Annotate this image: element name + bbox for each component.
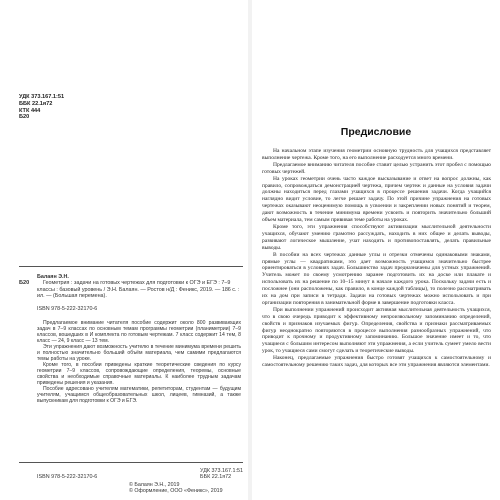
- preface-paragraph: При выполнении упражнений происходит активная мыслительная деятельность учащихся, что в свою очередь приводит к эффективному непроизвольному запоминанию определений, свойств и признаков изучаемых фигур. Определения, свойства и признаки рассматриваемых фигур неоднократно повторяются в процессе выполнения разнообразных упражнений, что приводит к прочному и продуктивному запоминанию. Большое значение имеет и то, что учащиеся с большим интересом выполняют эти упражнения, а если учитель сумеет умело вести урок, то учащиеся сами смогут сделать и теоретические выводы.: [262, 306, 491, 355]
- preface-paragraph: В пособии на всех чертежах данные углы и отрезки отмечены одинаковыми знаками, прямые углы — квадратиками, это дает возможность учащимся значительно быстрее ориентироваться в условиях задач. Большинство задач предназначены для устных упражнений. Учитель может по своему усмотрению заранее подготовить их на доске или плакате и использовать их на решение по 10–15 минут в начале каждого урока. Поскольку задачи есть и посложнее (они расположены, как правило, в конце каждой таблицы), то полезно рассматривать их на дом при записи в тетради. Задачи на готовых чертежах можно использовать и при организации повторения в занимательной форме в завершение подготовки класса.: [262, 251, 491, 306]
- copyright-block: [129, 482, 249, 495]
- copyright-author: © Балаян Э.Н., 2019: [129, 482, 180, 488]
- bbk-code: ББК 22.1я72: [19, 100, 53, 107]
- cip-main: [37, 274, 241, 404]
- preface-body: [262, 148, 491, 369]
- annotation-paragraph: Предлагаемое внимание читателя пособие содержит около 800 развивающих задач в 7–9 классах по основным темам программы геометрии (планиметрии) 7–9 классов, вошедших в И комплекта по готовым чертежам. 7 класс содержит 14 тем, 8 класс — 24, 9 класс — 13 тем.: [37, 320, 241, 345]
- bottom-udk: УДК 373.167.1:51: [200, 468, 243, 474]
- udk-code: УДК 373.167.1:51: [19, 94, 65, 100]
- left-page: [0, 0, 248, 500]
- preface-title: Предисловие: [340, 126, 412, 138]
- divider-bottom: [19, 462, 243, 463]
- preface-paragraph: Предлагаемое вниманию читателя пособие ставит целью устранить этот пробел с помощью готовых чертежей.: [262, 161, 491, 175]
- isbn-line: ISBN 978-5-222-32170-6: [37, 305, 98, 312]
- preface-paragraph: На уроках геометрии очень часто каждое высказывание и ответ на вопрос должны, как правило, сопровождаться демонстрацией чертежа, причем чертеж и данные на условия задачи должны находиться перед глазами учащихся в процессе решения задачи. Когда учащийся наглядно видит условие, то легче решает задачу. По этой причине упражнения на готовых чертежах оказывают неоценимую помощь в усвоении и закреплении новых понятий и теорем, дают возможность в течение минимума времени усвоить и повторить значительно больший объем материала, тем самым прививая теме работы на уроках.: [262, 175, 491, 224]
- annotation-paragraph: Пособие адресовано учителям математики, репетиторам, студентам — будущим учителям, учащимся общеобразовательных школ, лицеев, гимназий, а также выпускникам для подготовки к ОГЭ и ЕГЭ.: [37, 386, 241, 405]
- ktk-code: КТК 444: [19, 107, 41, 114]
- divider-top: [19, 266, 243, 267]
- preface-paragraph: На начальном этапе изучения геометрии основную трудность для учащихся представляет выполнение чертежа. Кроме того, на его выполнение расходуется много времени.: [262, 148, 491, 161]
- copyright-design: © Оформление, ООО «Феникс», 2019: [129, 488, 223, 495]
- annotation-paragraph: Кроме того, в пособии приведены краткие теоретические сведения по курсу геометрии 7–9 классов, сопровождающие определения, теоремы, основные свойства и необходимые справочные материалы. К наиболее трудным задачам приведены решения и указания.: [37, 362, 241, 387]
- author-name: Балаян Э.Н.: [37, 274, 69, 280]
- preface-paragraph: Наконец, предлагаемые упражнения быстро готовят учащихся к самостоятельному и самостоятельному решению таких задач, для которых все эти упражнения являются элементами.: [262, 355, 491, 369]
- annotation-paragraph: Эти упражнения дают возможность учителю в течение минимума времени решить и полностью значительно больший объём материала, чем самими предлагаются темы работы на уроке.: [37, 344, 241, 363]
- book-code: Б20: [19, 114, 30, 121]
- cip-side-code: Б20: [19, 280, 30, 286]
- bottom-classification: [200, 468, 243, 480]
- preface-paragraph: Кроме того, эти упражнения способствуют активизации мыслительной деятельности учащихся, обучают умению грамотно рассуждать, находить в них общее и делать выводы, развивают логическое мышление, учат находить и противопоставлять, делать правильные выводы.: [262, 223, 491, 251]
- classification-codes: [19, 94, 109, 121]
- book-title-line: Геометрия : задачи на готовых чертежах для подготовки к ОГЭ и ЕГЭ : 7–9 классы : базовый уровень / Э.Н. Балаян. — Ростов н/Д : Феникс, 2019. — 186 с. : ил. — (Большая перемена).: [37, 280, 240, 300]
- right-page: [252, 0, 500, 500]
- bottom-isbn: ISBN 978-5-222-32170-6: [37, 474, 98, 480]
- bottom-bbk: ББК 22.1я72: [200, 474, 232, 481]
